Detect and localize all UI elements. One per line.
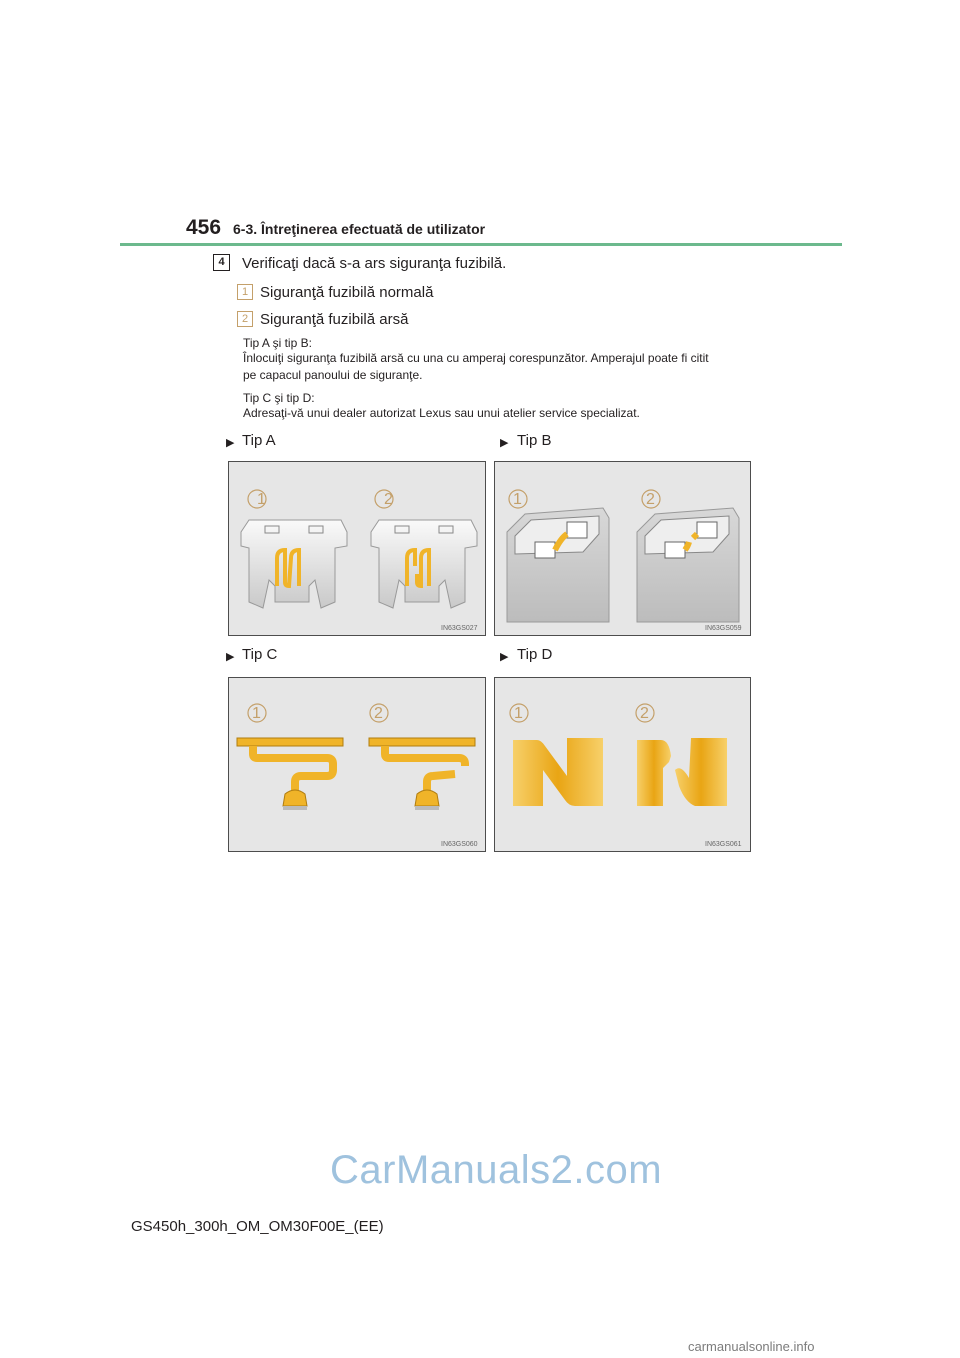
fuse-type-d-illustration: [495, 678, 750, 851]
callout-2: 2: [374, 705, 383, 722]
callout-1: 1: [514, 705, 523, 722]
figure-panel-type-d: [494, 677, 751, 852]
callout-2: 2: [384, 491, 393, 508]
fuse-normal: [237, 738, 343, 810]
figure-panel-type-b: [494, 461, 751, 636]
callout-1: 1: [513, 491, 522, 508]
figure-label-a: Tip A: [242, 432, 276, 449]
footer-model-code: GS450h_300h_OM_OM30F00E_(EE): [131, 1218, 384, 1235]
figure-label-b: Tip B: [517, 432, 552, 449]
figure-code-c: IN63GS060: [441, 841, 478, 848]
fuse-type-c-illustration: [229, 678, 485, 851]
fuse-type-a-illustration: [229, 462, 485, 635]
figure-panel-type-a: [228, 461, 486, 636]
callout-1: 1: [257, 491, 266, 508]
fuse-type-b-illustration: [495, 462, 750, 635]
fuse-normal: [513, 738, 603, 806]
note-ab-line1: Înlocuiţi siguranţa fuzibilă arsă cu una cu amperaj corespunzător. Amperajul poate fi citit: [243, 351, 709, 365]
callout-2: 2: [640, 705, 649, 722]
legend-badge-1: 1: [237, 284, 253, 300]
header-rule: [120, 243, 842, 246]
step-text: Verificaţi dacă s-a ars siguranţa fuzibilă.: [242, 255, 507, 272]
section-title: 6-3. Întreţinerea efectuată de utilizator: [233, 221, 486, 237]
triangle-icon: ▶: [500, 651, 509, 663]
triangle-icon: ▶: [226, 651, 235, 663]
page-number: 456: [186, 216, 222, 239]
callout-1: 1: [252, 705, 261, 722]
fuse-blown: [371, 520, 477, 608]
legend-badge-2: 2: [237, 311, 253, 327]
figure-code-b: IN63GS059: [705, 625, 742, 632]
note-cd-title: Tip C şi tip D:: [243, 391, 315, 405]
fuse-blown: [369, 738, 475, 810]
legend-label-normal: Siguranţă fuzibilă normală: [260, 284, 434, 301]
figure-code-d: IN63GS061: [705, 841, 742, 848]
bottom-watermark: carmanualsonline.info: [688, 1339, 815, 1354]
note-ab-title: Tip A şi tip B:: [243, 336, 312, 350]
figure-label-d: Tip D: [517, 646, 553, 663]
note-ab-line2: pe capacul panoului de siguranţe.: [243, 368, 423, 382]
fuse-blown: [637, 508, 739, 622]
callout-2: 2: [646, 491, 655, 508]
legend-label-blown: Siguranţă fuzibilă arsă: [260, 311, 409, 328]
figure-panel-type-c: [228, 677, 486, 852]
fuse-normal: [507, 508, 609, 622]
step-number-badge: 4: [213, 254, 230, 271]
fuse-blown: [637, 738, 727, 806]
fuse-normal: [241, 520, 347, 608]
watermark-logo: CarManuals2.com: [330, 1148, 663, 1192]
triangle-icon: ▶: [500, 437, 509, 449]
figure-code-a: IN63GS027: [441, 625, 478, 632]
note-cd-line1: Adresaţi-vă unui dealer autorizat Lexus sau unui atelier service specializat.: [243, 406, 640, 420]
triangle-icon: ▶: [226, 437, 235, 449]
figure-label-c: Tip C: [242, 646, 278, 663]
